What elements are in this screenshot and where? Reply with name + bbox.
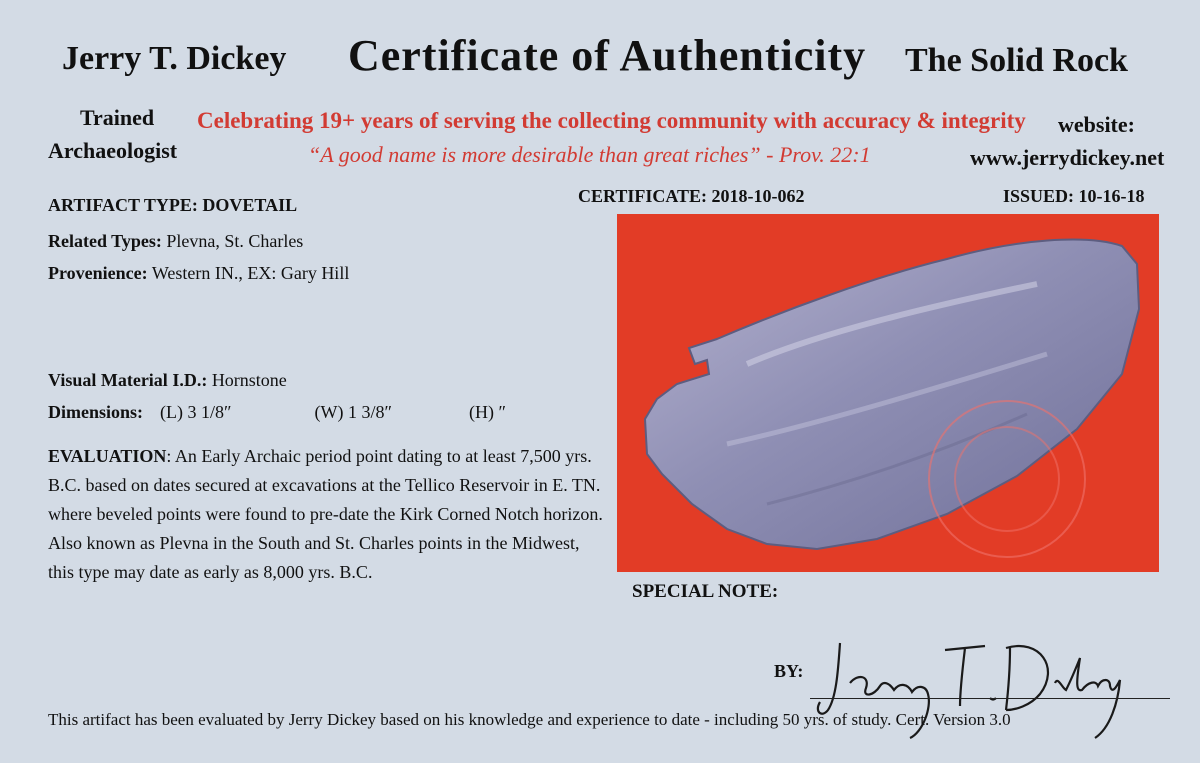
website-url[interactable]: www.jerrydickey.net bbox=[970, 145, 1165, 170]
material-value: Hornstone bbox=[207, 370, 287, 390]
artifact-photo bbox=[617, 214, 1159, 572]
credential-line-2: Archaeologist bbox=[48, 138, 178, 163]
dimensions-label: Dimensions: bbox=[48, 402, 144, 422]
certificate-title: Certificate of Authenticity bbox=[348, 31, 867, 80]
dimension-height: (H) ″ bbox=[469, 402, 506, 422]
evaluation-text: : An Early Archaic period point dating to at least 7,500 yrs. B.C. based on dates secured at excavations at the Tellico Reservoir in E. TN. where beveled points were found to pre-date the Kirk Corned Notch horizon. Also known as Plevna in the South and St. Charles points in the Midwest, this type may date as early as 8,000 yrs. B.C. bbox=[48, 446, 603, 582]
artifact-type: ARTIFACT TYPE: DOVETAIL bbox=[48, 195, 298, 215]
related-types-label: Related Types: bbox=[48, 231, 162, 251]
by-label: BY: bbox=[774, 661, 804, 681]
quote: “A good name is more desirable than great riches” - Prov. 22:1 bbox=[308, 142, 871, 167]
signature-handwriting bbox=[810, 628, 1140, 748]
material bbox=[48, 370, 287, 391]
website-label: website: bbox=[1058, 112, 1135, 137]
dimension-length: (L) 3 1/8″ bbox=[160, 402, 232, 422]
dimension-width: (W) 1 3/8″ bbox=[314, 402, 392, 422]
provenience bbox=[48, 263, 349, 284]
signature bbox=[810, 628, 1140, 748]
special-note: SPECIAL NOTE: bbox=[632, 581, 779, 602]
issued-date: ISSUED: 10-16-18 bbox=[1003, 186, 1145, 206]
material-label: Visual Material I.D.: bbox=[48, 370, 208, 390]
evaluation bbox=[48, 442, 608, 587]
related-types bbox=[48, 231, 303, 252]
dimensions bbox=[48, 402, 506, 423]
certificate-number: CERTIFICATE: 2018-10-062 bbox=[578, 186, 805, 206]
tagline: Celebrating 19+ years of serving the collecting community with accuracy & integrity bbox=[197, 108, 1026, 133]
business-name: The Solid Rock bbox=[905, 42, 1128, 79]
provenience-label: Provenience: bbox=[48, 263, 148, 283]
evaluation-label: EVALUATION bbox=[48, 446, 167, 466]
footer-statement: This artifact has been evaluated by Jerry Dickey based on his knowledge and experience to date - including 50 yrs. of study. Cert. Version 3.0 bbox=[48, 710, 1011, 729]
related-types-value: Plevna, St. Charles bbox=[161, 231, 304, 251]
credential-line-1: Trained bbox=[80, 105, 155, 130]
signature-line bbox=[810, 698, 1170, 699]
artifact-image bbox=[617, 214, 1159, 572]
issuer-name: Jerry T. Dickey bbox=[62, 40, 287, 77]
provenience-value: Western IN., EX: Gary Hill bbox=[147, 263, 350, 283]
